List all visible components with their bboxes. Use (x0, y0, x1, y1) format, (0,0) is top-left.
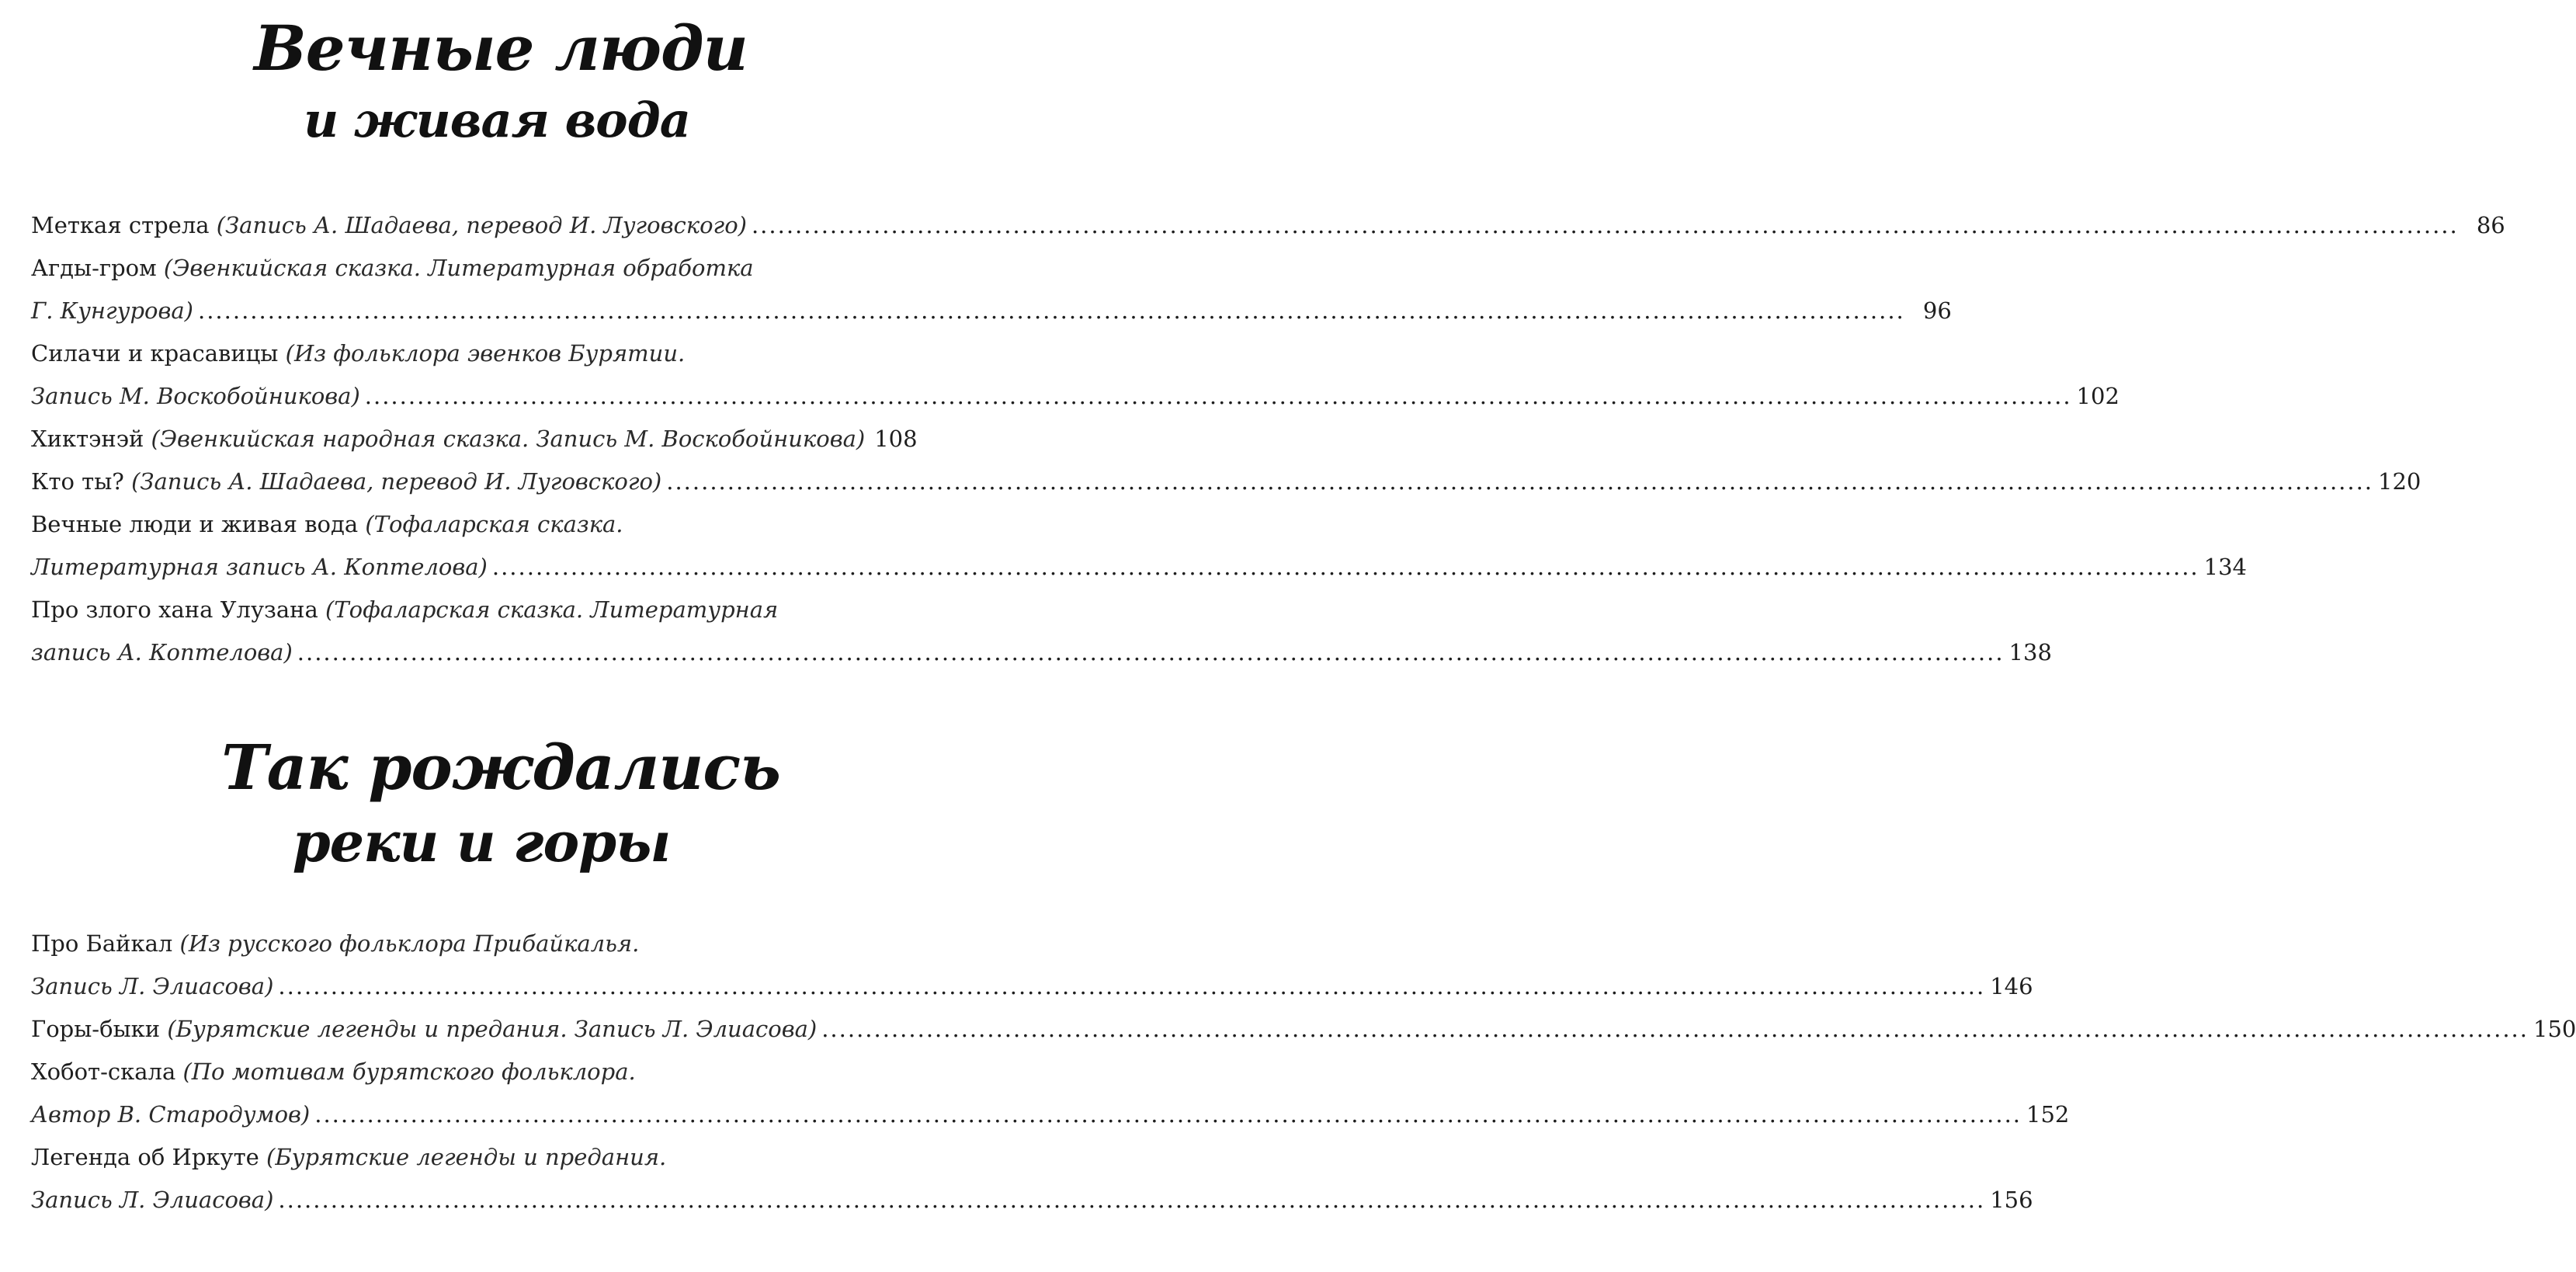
page-number: 102 (2076, 383, 2119, 409)
section-title-2-line2: реки и горы (292, 810, 671, 874)
entry-source: (Бурятские легенды и предания. (266, 1144, 667, 1170)
entry-title: Про Байкал (31, 930, 173, 957)
toc-entry-continuation[interactable] (31, 1179, 2033, 1222)
entry-title: Хиктэнэй (31, 426, 144, 452)
entry-source-continuation: Литературная запись А. Коптелова) (31, 554, 488, 580)
entry-source-continuation: Запись Л. Элиасова) (31, 1187, 274, 1213)
toc-entry[interactable] (31, 923, 893, 965)
entry-title: Вечные люди и живая вода (31, 511, 359, 537)
toc-entry[interactable] (31, 204, 2505, 247)
entry-source: (Из фольклора эвенков Бурятии. (285, 340, 686, 367)
dot-leader (821, 1008, 2529, 1051)
section-title-2-line1: Так рождались (221, 731, 780, 804)
entry-title: Агды-гром (31, 255, 157, 281)
entry-title: Силачи и красавицы (31, 340, 279, 367)
page-number: 150 (2533, 1016, 2576, 1042)
toc-section-1 (31, 204, 2505, 674)
toc-entry[interactable] (31, 1136, 893, 1179)
toc-entry[interactable] (31, 1008, 2576, 1051)
toc-entry[interactable] (31, 1051, 893, 1093)
entry-source-continuation: запись А. Коптелова) (31, 639, 293, 666)
toc-entry[interactable] (31, 460, 2422, 503)
dot-leader (297, 631, 2005, 674)
page-number: 120 (2378, 468, 2422, 495)
toc-entry-continuation[interactable] (31, 290, 1952, 332)
section-title-1-line1: Вечные люди (254, 12, 748, 85)
page-number: 156 (1990, 1187, 2033, 1213)
entry-source: (Запись А. Шадаева, перевод И. Луговского) (216, 212, 747, 238)
dot-leader (314, 1093, 2022, 1136)
entry-source-continuation: Г. Кунгурова) (31, 297, 193, 324)
toc-entry[interactable] (31, 332, 893, 375)
entry-title: Легенда об Иркуте (31, 1144, 259, 1170)
toc-entry-continuation[interactable] (31, 546, 2247, 589)
dot-leader (278, 1179, 1985, 1222)
toc-entry-continuation[interactable] (31, 965, 2033, 1008)
toc-entry[interactable] (31, 247, 893, 290)
entry-source: (Эвенкийская сказка. Литературная обработка (163, 255, 754, 281)
page-number: 134 (2203, 554, 2247, 580)
page-number: 146 (1990, 973, 2033, 999)
dot-leader (365, 375, 2072, 418)
entry-source-continuation: Автор В. Стародумов) (31, 1101, 311, 1128)
entry-source: (Запись А. Шадаева, перевод И. Луговского) (131, 468, 662, 495)
entry-source: (Тофаларская сказка. Литературная (325, 596, 779, 623)
section-title-1-line2: и живая вода (304, 92, 690, 148)
section-title-1 (0, 12, 970, 148)
toc-entry-continuation[interactable] (31, 1093, 2070, 1136)
dot-leader (752, 204, 2459, 247)
entry-source-continuation: Запись Л. Элиасова) (31, 973, 274, 999)
entry-title: Кто ты? (31, 468, 124, 495)
dot-leader (492, 546, 2199, 589)
entry-source: (Из русского фольклора Прибайкалья. (179, 930, 640, 957)
toc-section-2 (31, 923, 2576, 1222)
entry-source: (Эвенкийская народная сказка. Запись М. Воскобойникова) (151, 426, 866, 452)
page-number: 96 (1922, 297, 1952, 324)
entry-source: (По мотивам бурятского фольклора. (182, 1058, 636, 1085)
page-number: 152 (2026, 1101, 2070, 1128)
entry-title: Горы-быки (31, 1016, 161, 1042)
toc-entry[interactable] (31, 503, 893, 546)
entry-source: (Бурятские легенды и предания. Запись Л. Элиасова) (167, 1016, 818, 1042)
toc-entry[interactable] (31, 418, 918, 460)
dot-leader (666, 460, 2373, 503)
page-number: 86 (2476, 212, 2505, 238)
entry-source: (Тофаларская сказка. (365, 511, 623, 537)
toc-entry-continuation[interactable] (31, 631, 2052, 674)
page-number: 138 (2008, 639, 2052, 666)
entry-source-continuation: Запись М. Воскобойникова) (31, 383, 360, 409)
toc-entry[interactable] (31, 589, 893, 631)
entry-title: Хобот-скала (31, 1058, 176, 1085)
dot-leader (278, 965, 1985, 1008)
page-number: 108 (874, 426, 918, 452)
dot-leader (198, 290, 1905, 332)
entry-title: Меткая стрела (31, 212, 210, 238)
toc-entry-continuation[interactable] (31, 375, 2119, 418)
entry-title: Про злого хана Улузана (31, 596, 318, 623)
section-title-2 (0, 731, 970, 874)
